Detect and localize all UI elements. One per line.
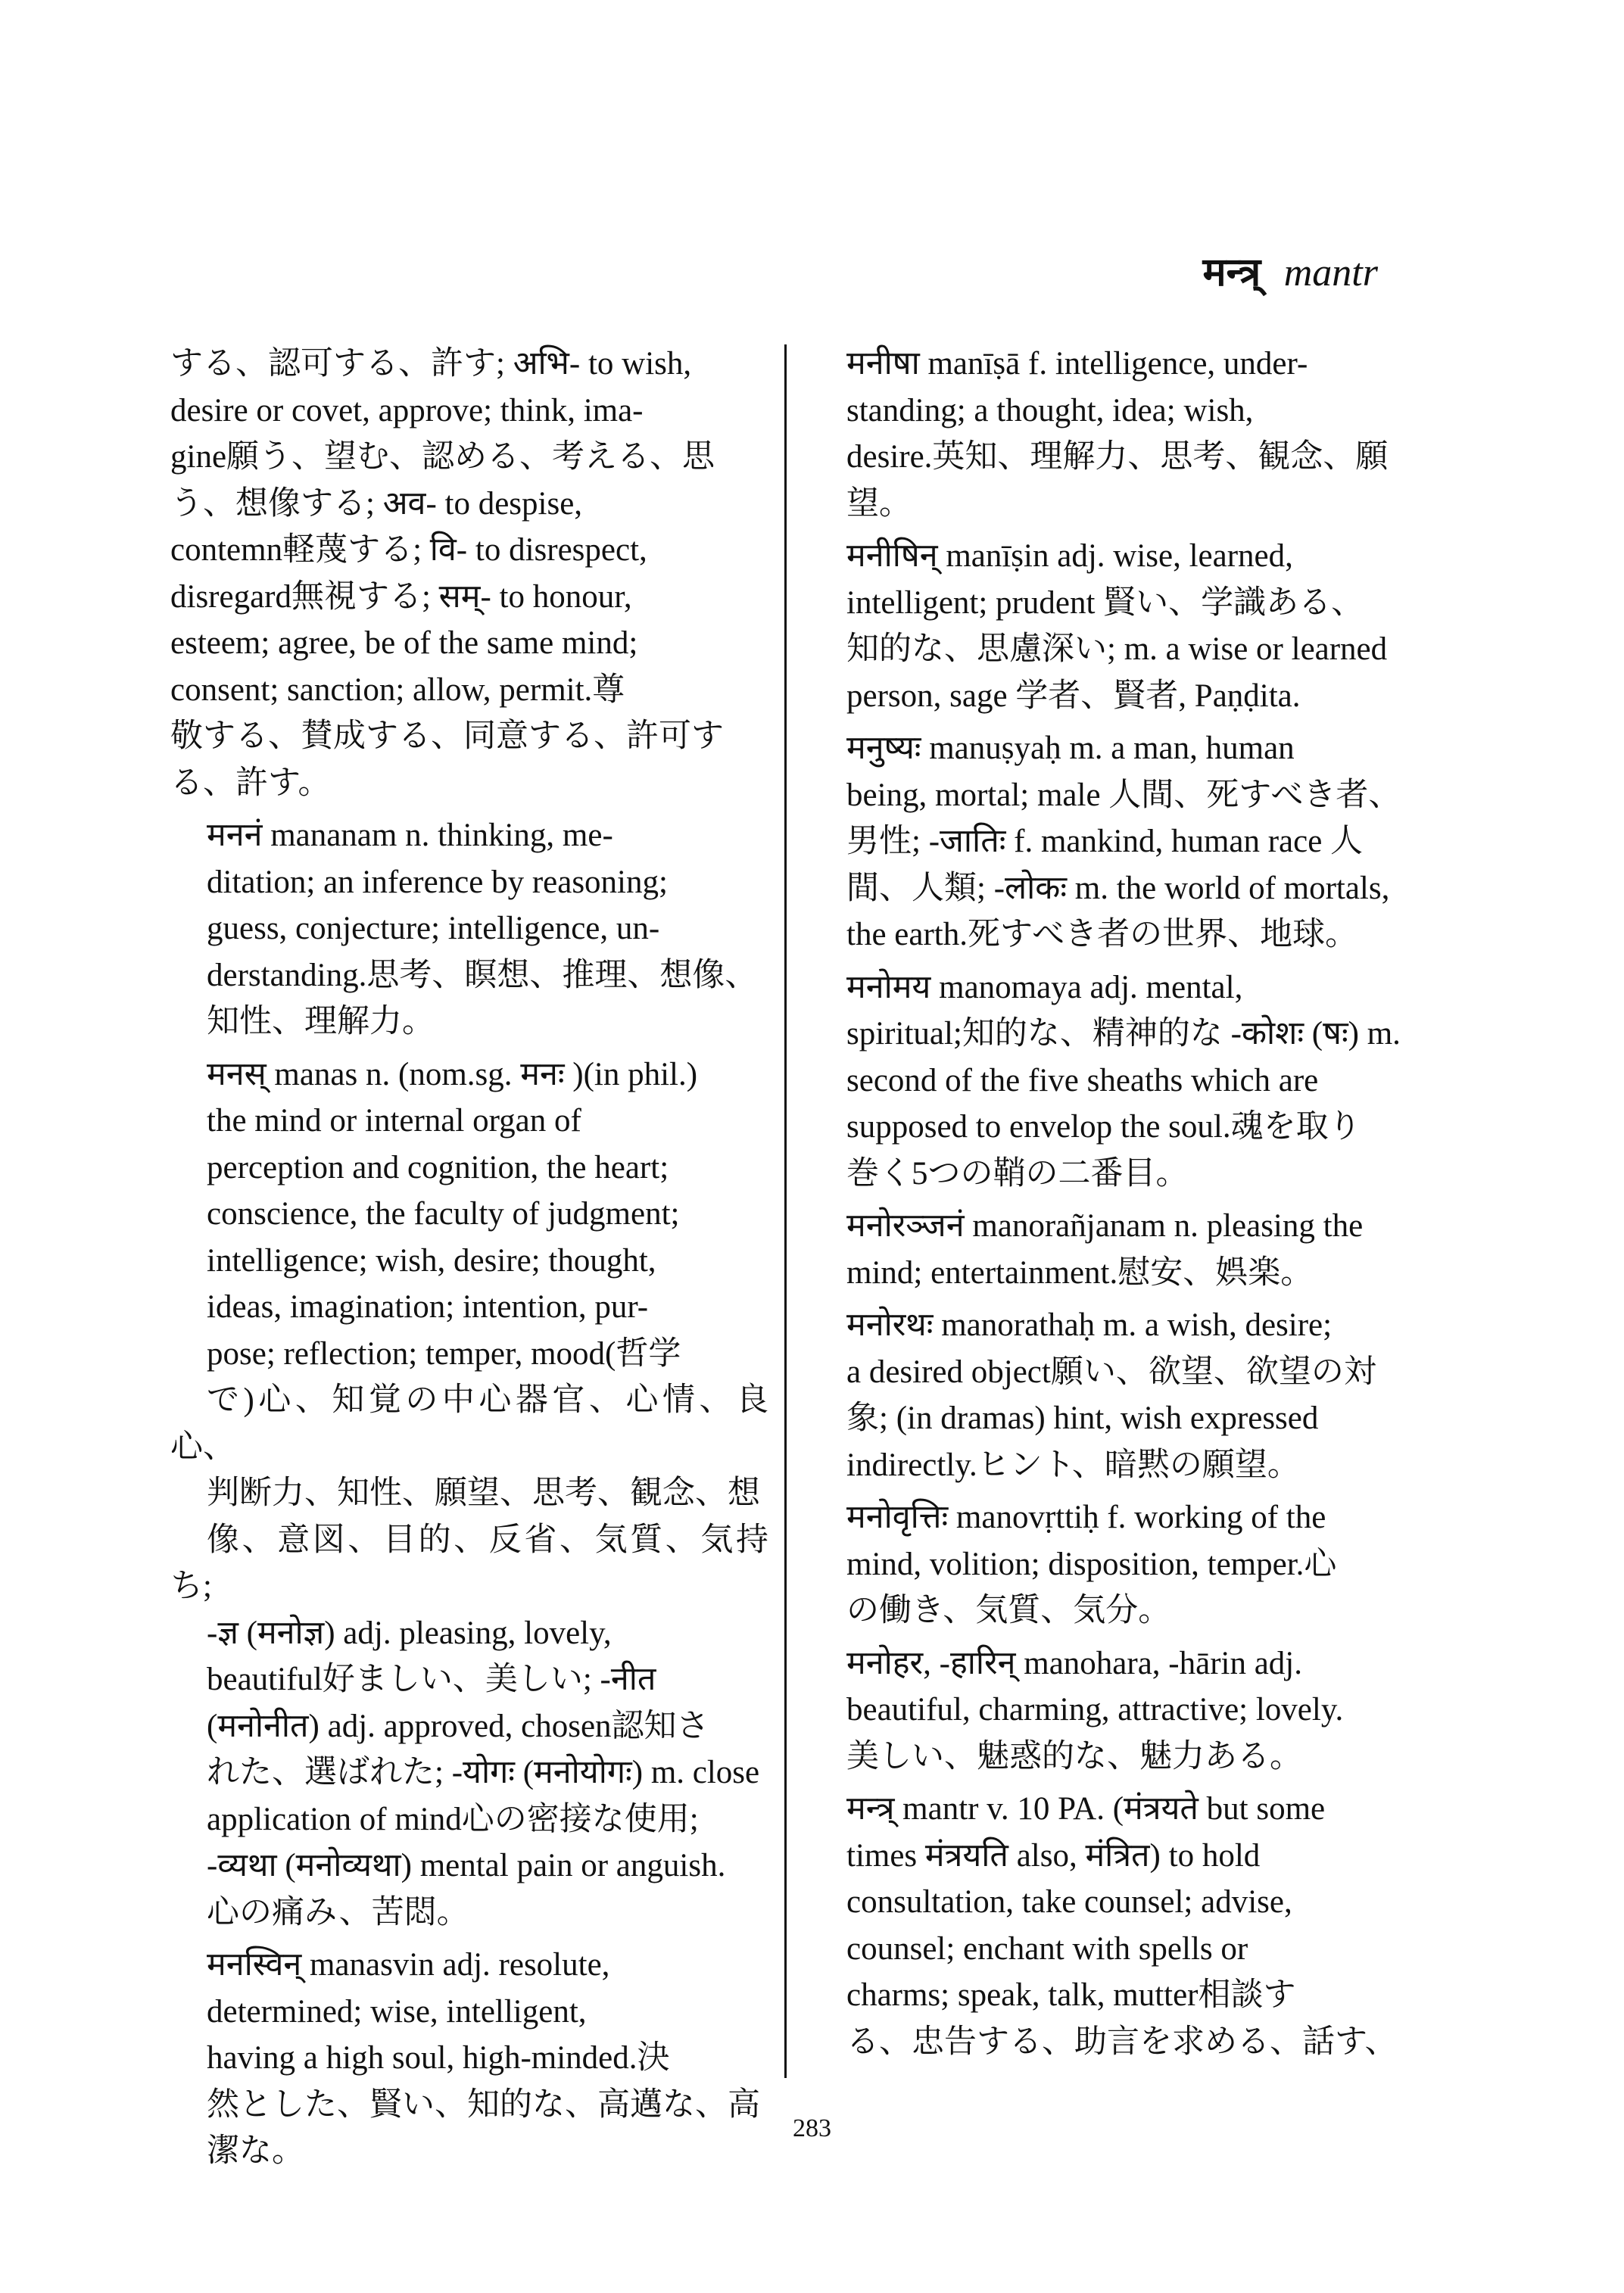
entry-line: मनोरञ्जनं manorañjanam n. pleasing the [846,1208,1364,1244]
entry-line: る、許す。 [170,765,331,801]
entry-line: application of mind心の密接な使用; [207,1801,699,1837]
entry-line: spiritual;知的な、精神的な -कोशः (षः) m. [846,1016,1401,1051]
entry-line: person, sage 学者、賢者, Paṇḍita. [846,678,1301,714]
left-column [170,341,768,2175]
entry-line: 知性、理解力。 [207,1004,435,1039]
entry-line: second of the five sheaths which are [846,1062,1319,1098]
entry-line: mind; entertainment.慰安、娯楽。 [846,1254,1314,1291]
dictionary-entry-manohara [810,1640,1431,1781]
entry-line: -व्यथा (मनोव्यथा) mental pain or anguish. [207,1848,726,1883]
dictionary-entry-cont [170,341,768,806]
entry-line: a desired object願い、欲望、欲望の対 [846,1354,1376,1390]
entry-line: beautiful, charming, attractive; lovely. [846,1692,1344,1728]
running-head-devanagari: मन्त्र् [1202,249,1261,295]
entry-line: desire.英知、理解力、思考、観念、願 [846,439,1389,475]
right-column [810,341,1431,2065]
dictionary-entry-manisin [810,533,1431,719]
entry-line: 然とした、賢い、知的な、高邁な、高 [207,2086,760,2123]
entry-line: standing; a thought, idea; wish, [846,392,1254,428]
entry-line: 潔な。 [207,2133,304,2169]
entry-line: charms; speak, talk, mutter相談す [846,1977,1296,2013]
entry-line: intelligent; prudent 賢い、学識ある、 [846,584,1364,621]
entry-line: determined; wise, intelligent, [207,1993,587,2030]
entry-line: मनीषिन् manīṣin adj. wise, learned, [846,538,1293,574]
entry-line: mind, volition; disposition, temper.心 [846,1546,1337,1582]
dictionary-entry-manisa [810,341,1431,527]
entry-line: having a high soul, high-minded.決 [207,2040,670,2076]
entry-line: 男性; -जातिः f. mankind, human race 人 [846,824,1364,859]
entry-line: 象; (in dramas) hint, wish expressed [846,1400,1319,1436]
entry-line: perception and cognition, the heart; [207,1149,669,1185]
entry-line: मनीषा manīṣā f. intelligence, under- [846,346,1308,382]
entry-line: conscience, the faculty of judgment; [207,1196,680,1232]
entry-line: する、認可する、許す; अभि- to wish, [170,346,692,382]
entry-line: मनोमय manomaya adj. mental, [846,969,1243,1005]
entry-line: guess, conjecture; intelligence, un- [207,911,660,946]
entry-line: indirectly.ヒント、暗黙の願望。 [846,1447,1300,1483]
entry-line: consultation, take counsel; advise, [846,1884,1292,1920]
entry-line: う、想像する; अव- to despise, [170,485,583,522]
dictionary-entry-manovrttih [810,1494,1431,1634]
entry-line: मनुष्यः manuṣyaḥ m. a man, human [846,731,1295,766]
entry-line: 間、人類; -लोकः m. the world of mortals, [846,870,1390,906]
dictionary-entry-manusyah [810,725,1431,958]
entry-line: 望。 [846,485,912,522]
entry-line: ideas, imagination; intention, pur- [207,1289,649,1325]
entry-line: (मनोनीत) adj. approved, chosen認知さ [207,1708,709,1744]
entry-line: る、忠告する、助言を求める、話す、 [846,2024,1398,2060]
entry-line: counsel; enchant with spells or [846,1930,1248,1967]
entry-line: मनोहर, -हारिन् manohara, -hārin adj. [846,1645,1302,1681]
running-head [1203,250,1378,296]
entry-line: disregard無視する; सम्- to honour, [170,578,632,615]
entry-line: ditation; an inference by reasoning; [207,864,668,900]
entry-line: れた、選ばれた; -योगः (मनोयोगः) m. close [207,1755,760,1790]
dictionary-entry-manoranjanam [810,1203,1431,1296]
running-head-roman: mantr [1283,251,1378,294]
entry-line: times मंत्रयति also, मंत्रित) to hold [846,1837,1261,1874]
entry-line: 知的な、思慮深い; m. a wise or learned [846,631,1388,667]
entry-line: 巻く5つの鞘の二番目。 [846,1155,1189,1192]
entry-line: 判断力、知性、願望、思考、観念、想 [207,1475,760,1511]
entry-line: beautiful好ましい、美しい; -नीत [207,1662,656,1697]
entry-line: esteem; agree, be of the same mind; [170,625,638,661]
entry-line: intelligence; wish, desire; thought, [207,1242,656,1279]
dictionary-entry-manorathah [810,1302,1431,1488]
dictionary-entry-manas [170,1051,768,1936]
entry-line: the mind or internal organ of [207,1103,581,1139]
dictionary-entry-mantr [810,1786,1431,2065]
entry-line: 像、意図、目的、反省、気質、気持ち; [170,1522,768,1604]
entry-line: मनस् manas n. (nom.sg. मनः )(in phil.) [207,1056,698,1092]
entry-line: 心の痛み、苦悶。 [207,1894,469,1930]
entry-line: pose; reflection; temper, mood(哲学 [207,1335,681,1372]
entry-line: the earth.死すべき者の世界、地球。 [846,917,1358,952]
page-number: 283 [793,2114,831,2142]
entry-line: 敬する、賛成する、同意する、許可す [170,718,724,754]
entry-line: contemn軽蔑する; वि- to disrespect, [170,532,647,568]
entry-line: consent; sanction; allow, permit.尊 [170,671,625,708]
entry-line: मनोरथः manorathaḥ m. a wish, desire; [846,1307,1333,1343]
entry-line: で)心、知覚の中心器官、心情、良心、 [170,1382,768,1465]
entry-line: gine願う、望む、認める、考える、思 [170,439,715,475]
dictionary-entry-mananam [170,812,768,1045]
entry-line: desire or covet, approve; think, ima- [170,392,644,428]
entry-line: मन्त्र् mantr v. 10 PA. (मंत्रयते but some [846,1791,1326,1827]
column-divider [784,344,787,2078]
entry-line: 美しい、魅惑的な、魅力ある。 [846,1738,1302,1774]
entry-line: -ज्ञ (मनोज्ञ) adj. pleasing, lovely, [207,1615,612,1651]
entry-line: derstanding.思考、瞑想、推理、想像、 [207,957,758,993]
dictionary-entry-manomaya [810,964,1431,1198]
entry-line: मननं mananam n. thinking, me- [207,818,613,853]
entry-line: supposed to envelop the soul.魂を取り [846,1109,1361,1145]
entry-line: の働き、気質、気分。 [846,1593,1171,1628]
entry-line: being, mortal; male 人間、死すべき者、 [846,777,1401,813]
entry-line: मनोवृत्तिः manovṛttiḥ f. working of the [846,1500,1326,1535]
entry-line: मनस्विन् manasvin adj. resolute, [207,1947,610,1983]
